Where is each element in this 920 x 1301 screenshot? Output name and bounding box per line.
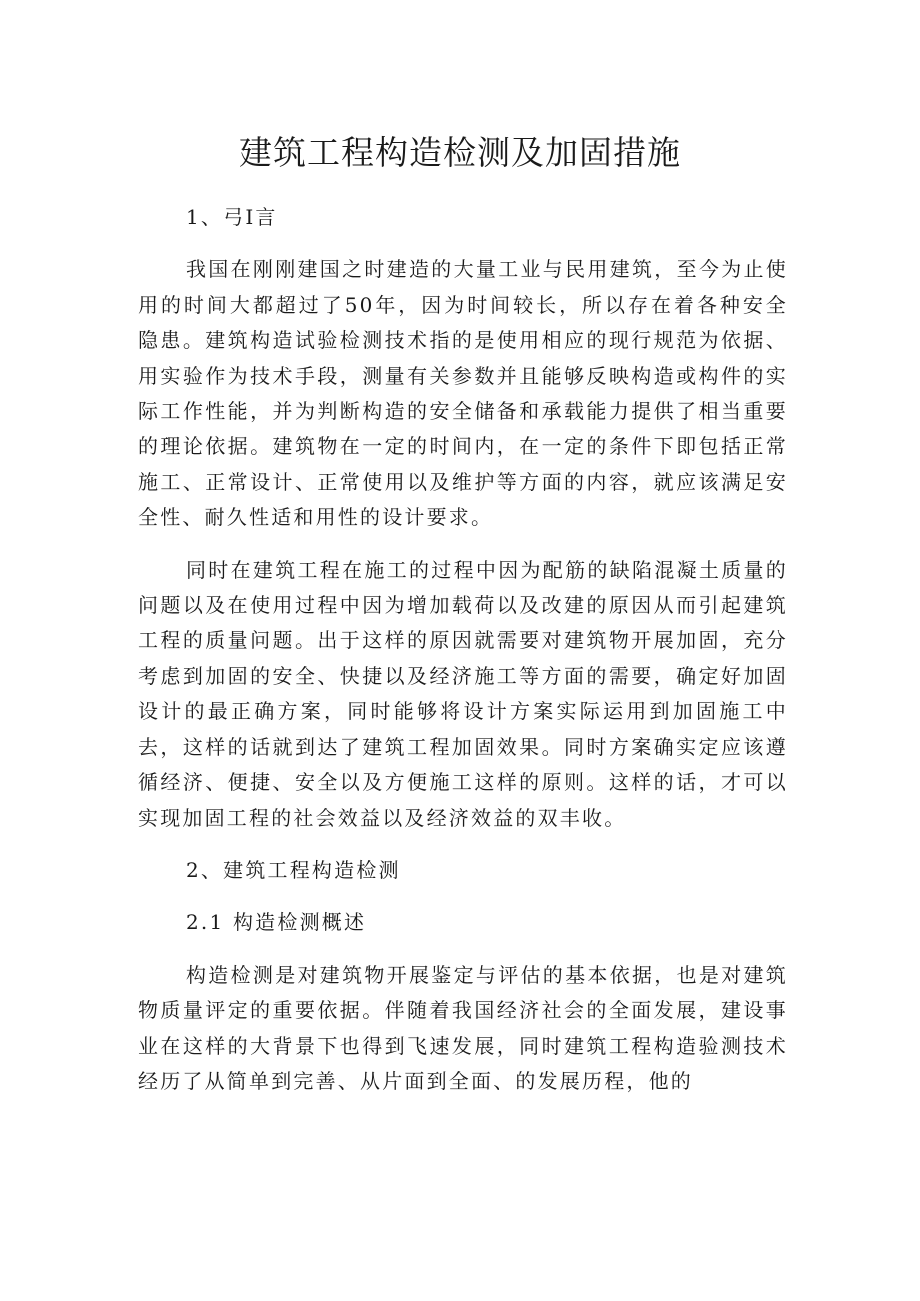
document-body xyxy=(138,200,788,1116)
section-1-paragraph-1: 我国在刚刚建国之时建造的大量工业与民用建筑，至今为止使用的时间大都超过了50年，因为时间较长，所以存在着各种安全隐患。建筑构造试验检测技术指的是使用相应的现行规范为依据、用实验作为技术手段，测量有关参数并且能够反映构造或构件的实际工作性能，并为判断构造的安全储备和承载能力提供了相当重要的理论依据。建筑物在一定的时间内，在一定的条件下即包括正常施工、正常设计、正常使用以及维护等方面的内容，就应该满足安全性、耐久性适和用性的设计要求。 xyxy=(138,257,788,530)
section-1-paragraph-2: 同时在建筑工程在施工的过程中因为配筋的缺陷混凝土质量的问题以及在使用过程中因为增加载荷以及改建的原因从而引起建筑工程的质量问题。出于这样的原因就需要对建筑物开展加固，充分考虑到加固的安全、快捷以及经济施工等方面的需要，确定好加固设计的最正确方案，同时能够将设计方案实际运用到加固施工中去，这样的话就到达了建筑工程加固效果。同时方案确实定应该遵循经济、便捷、安全以及方便施工这样的原则。这样的话，才可以实现加固工程的社会效益以及经济效益的双丰收。 xyxy=(138,557,788,830)
section-2-heading: 2、建筑工程构造检测 xyxy=(186,857,401,882)
section-2-1-paragraph: 构造检测是对建筑物开展鉴定与评估的基本依据，也是对建筑物质量评定的重要依据。伴随着我国经济社会的全面发展，建设事业在这样的大背景下也得到飞速发展，同时建筑工程构造验测技术经历了从简单到完善、从片面到全面、的发展历程，他的 xyxy=(138,962,788,1093)
document-title: 建筑工程构造检测及加固措施 xyxy=(239,133,681,172)
section-1-heading: 1、弓I言 xyxy=(186,205,278,229)
section-2-1-heading: 2.1 构造检测概述 xyxy=(186,910,367,935)
